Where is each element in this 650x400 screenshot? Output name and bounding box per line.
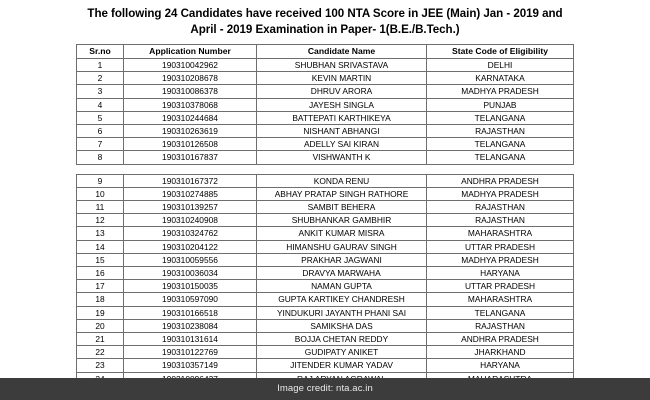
- table-row: [77, 280, 574, 293]
- cell-state-code: MAHARASHTRA: [427, 293, 574, 306]
- cell-application-number: 190310378068: [124, 98, 257, 111]
- table-row: [77, 240, 574, 253]
- cell-state-code: TELANGANA: [427, 138, 574, 151]
- table-row: [77, 201, 574, 214]
- table-row: [77, 59, 574, 72]
- table-row: [77, 125, 574, 138]
- cell-sr-no: 6: [77, 125, 124, 138]
- table-row: [77, 227, 574, 240]
- cell-state-code: DELHI: [427, 59, 574, 72]
- cell-state-code: HARYANA: [427, 359, 574, 372]
- cell-state-code: TELANGANA: [427, 306, 574, 319]
- cell-sr-no: 14: [77, 240, 124, 253]
- page-title-line-1: The following 24 Candidates have received 100 NTA Score in JEE (Main) Jan - 2019 and: [87, 7, 563, 20]
- cell-state-code: RAJASTHAN: [427, 319, 574, 332]
- cell-candidate-name: ANKIT KUMAR MISRA: [257, 227, 427, 240]
- cell-candidate-name: ABHAY PRATAP SINGH RATHORE: [257, 187, 427, 200]
- column-header-candidate-name: Candidate Name: [257, 45, 427, 59]
- cell-application-number: 190310086378: [124, 85, 257, 98]
- cell-sr-no: 21: [77, 333, 124, 346]
- cell-state-code: RAJASTHAN: [427, 125, 574, 138]
- cell-candidate-name: VISHWANTH K: [257, 151, 427, 164]
- image-credit-text: Image credit: nta.ac.in: [277, 383, 373, 394]
- cell-state-code: PUNJAB: [427, 98, 574, 111]
- table-row: [77, 85, 574, 98]
- cell-sr-no: 23: [77, 359, 124, 372]
- cell-sr-no: 15: [77, 253, 124, 266]
- cell-candidate-name: NISHANT ABHANGI: [257, 125, 427, 138]
- cell-sr-no: 13: [77, 227, 124, 240]
- cell-sr-no: 2: [77, 72, 124, 85]
- cell-application-number: 190310597090: [124, 293, 257, 306]
- cell-state-code: RAJASTHAN: [427, 214, 574, 227]
- page-title: [60, 0, 590, 37]
- cell-application-number: 190310131614: [124, 333, 257, 346]
- cell-state-code: MADHYA PRADESH: [427, 85, 574, 98]
- cell-sr-no: 9: [77, 174, 124, 187]
- table-row: [77, 319, 574, 332]
- cell-application-number: 190310166518: [124, 306, 257, 319]
- table-row: [77, 72, 574, 85]
- cell-sr-no: 17: [77, 280, 124, 293]
- cell-candidate-name: GUDIPATY ANIKET: [257, 346, 427, 359]
- cell-sr-no: 1: [77, 59, 124, 72]
- cell-sr-no: 16: [77, 267, 124, 280]
- cell-application-number: 190310244684: [124, 111, 257, 124]
- cell-state-code: MAHARASHTRA: [427, 227, 574, 240]
- cell-state-code: JHARKHAND: [427, 346, 574, 359]
- cell-candidate-name: BOJJA CHETAN REDDY: [257, 333, 427, 346]
- cell-state-code: TELANGANA: [427, 151, 574, 164]
- cell-application-number: 190310274885: [124, 187, 257, 200]
- table-row: [77, 151, 574, 164]
- table-row: [77, 293, 574, 306]
- table-row: [77, 359, 574, 372]
- cell-sr-no: 19: [77, 306, 124, 319]
- table-row: [77, 174, 574, 187]
- table-row: [77, 111, 574, 124]
- cell-state-code: UTTAR PRADESH: [427, 240, 574, 253]
- cell-candidate-name: SAMBIT BEHERA: [257, 201, 427, 214]
- cell-state-code: HARYANA: [427, 267, 574, 280]
- cell-candidate-name: JITENDER KUMAR YADAV: [257, 359, 427, 372]
- cell-candidate-name: JAYESH SINGLA: [257, 98, 427, 111]
- cell-candidate-name: NAMAN GUPTA: [257, 280, 427, 293]
- cell-candidate-name: DRAVYA MARWAHA: [257, 267, 427, 280]
- cell-application-number: 190310042962: [124, 59, 257, 72]
- column-header-application-number: Application Number: [124, 45, 257, 59]
- cell-sr-no: 10: [77, 187, 124, 200]
- page-title-line-2: April - 2019 Examination in Paper- 1(B.E./B.Tech.): [190, 22, 460, 36]
- cell-state-code: RAJASTHAN: [427, 201, 574, 214]
- cell-application-number: 190310263619: [124, 125, 257, 138]
- cell-application-number: 190310150035: [124, 280, 257, 293]
- table-row: [77, 214, 574, 227]
- cell-candidate-name: SHUBHAN SRIVASTAVA: [257, 59, 427, 72]
- cell-candidate-name: SHUBHANKAR GAMBHIR: [257, 214, 427, 227]
- cell-application-number: 190310204122: [124, 240, 257, 253]
- cell-candidate-name: ADELLY SAI KIRAN: [257, 138, 427, 151]
- cell-candidate-name: KONDA RENU: [257, 174, 427, 187]
- cell-application-number: 190310240908: [124, 214, 257, 227]
- cell-candidate-name: GUPTA KARTIKEY CHANDRESH: [257, 293, 427, 306]
- cell-sr-no: 18: [77, 293, 124, 306]
- cell-application-number: 190310167837: [124, 151, 257, 164]
- cell-candidate-name: BATTEPATI KARTHIKEYA: [257, 111, 427, 124]
- cell-sr-no: 4: [77, 98, 124, 111]
- cell-state-code: KARNATAKA: [427, 72, 574, 85]
- cell-candidate-name: KEVIN MARTIN: [257, 72, 427, 85]
- cell-sr-no: 20: [77, 319, 124, 332]
- cell-state-code: MADHYA PRADESH: [427, 253, 574, 266]
- table-header-row: [77, 45, 574, 59]
- cell-sr-no: 5: [77, 111, 124, 124]
- cell-candidate-name: YINDUKURI JAYANTH PHANI SAI: [257, 306, 427, 319]
- candidates-table: [76, 44, 573, 386]
- cell-state-code: MADHYA PRADESH: [427, 187, 574, 200]
- cell-application-number: 190310059556: [124, 253, 257, 266]
- table-row: [77, 267, 574, 280]
- cell-application-number: 190310324762: [124, 227, 257, 240]
- table-row: [77, 138, 574, 151]
- table-row: [77, 187, 574, 200]
- cell-state-code: ANDHRA PRADESH: [427, 174, 574, 187]
- cell-candidate-name: PRAKHAR JAGWANI: [257, 253, 427, 266]
- cell-sr-no: 12: [77, 214, 124, 227]
- cell-sr-no: 8: [77, 151, 124, 164]
- cell-state-code: UTTAR PRADESH: [427, 280, 574, 293]
- cell-sr-no: 7: [77, 138, 124, 151]
- cell-state-code: ANDHRA PRADESH: [427, 333, 574, 346]
- table-row: [77, 98, 574, 111]
- cell-application-number: 190310238084: [124, 319, 257, 332]
- cell-sr-no: 11: [77, 201, 124, 214]
- cell-application-number: 190310122769: [124, 346, 257, 359]
- page-break-gap: [76, 165, 573, 174]
- cell-application-number: 190310139257: [124, 201, 257, 214]
- table-row: [77, 333, 574, 346]
- image-credit-bar: [0, 378, 650, 400]
- cell-candidate-name: SAMIKSHA DAS: [257, 319, 427, 332]
- table-row: [77, 306, 574, 319]
- cell-sr-no: 3: [77, 85, 124, 98]
- column-header-sr-no: Sr.no: [77, 45, 124, 59]
- cell-application-number: 190310167372: [124, 174, 257, 187]
- cell-candidate-name: DHRUV ARORA: [257, 85, 427, 98]
- cell-candidate-name: HIMANSHU GAURAV SINGH: [257, 240, 427, 253]
- table-row: [77, 253, 574, 266]
- cell-application-number: 190310126508: [124, 138, 257, 151]
- cell-state-code: TELANGANA: [427, 111, 574, 124]
- candidates-table-segment-1: [76, 44, 574, 165]
- candidates-table-segment-2: [76, 174, 574, 386]
- cell-sr-no: 22: [77, 346, 124, 359]
- cell-application-number: 190310357149: [124, 359, 257, 372]
- cell-application-number: 190310208678: [124, 72, 257, 85]
- cell-application-number: 190310036034: [124, 267, 257, 280]
- column-header-state-code: State Code of Eligibility: [427, 45, 574, 59]
- table-row: [77, 346, 574, 359]
